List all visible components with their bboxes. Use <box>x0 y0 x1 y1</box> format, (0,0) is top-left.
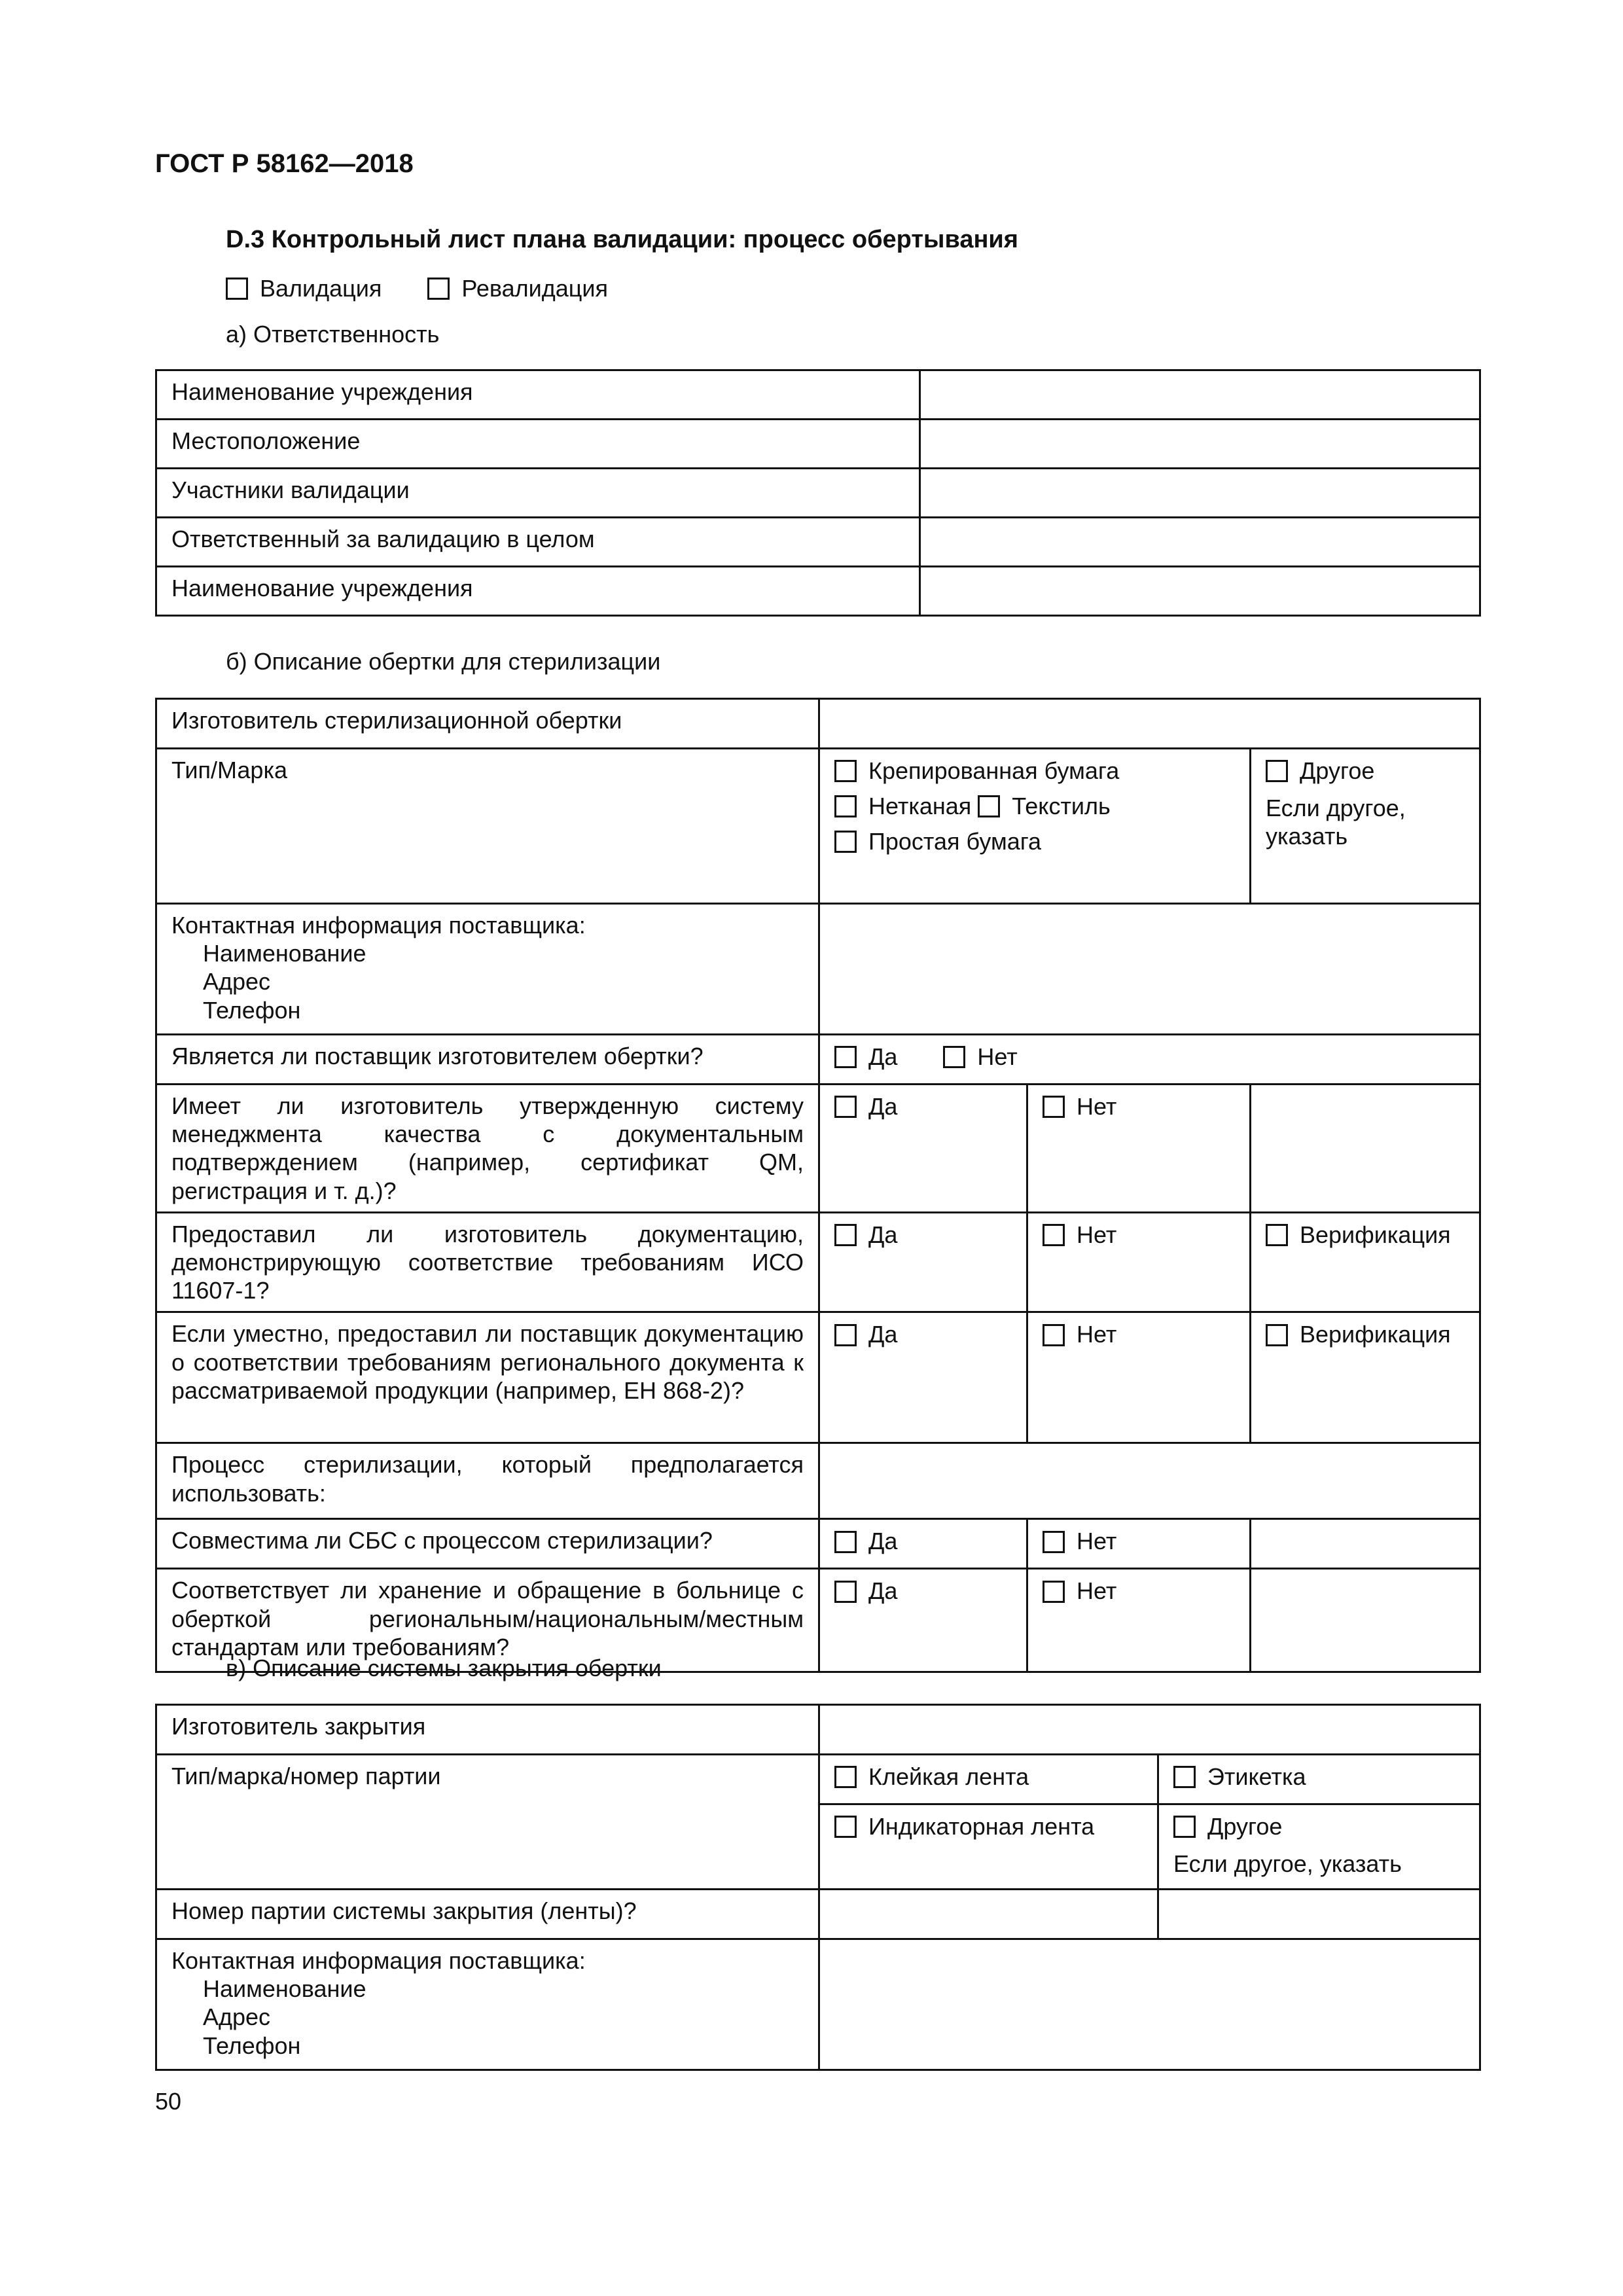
question-qms: Имеет ли изготовитель утвержденную систему менеджмента качества с документальным подтверждением (например, сертификат QM, регистрация и т. д.)? <box>156 1085 819 1213</box>
validation-option[interactable] <box>226 274 382 304</box>
table-row <box>156 1085 1480 1213</box>
option-label-sticker[interactable] <box>1173 1762 1306 1793</box>
option-label: Нетканая <box>868 792 972 819</box>
checkbox[interactable] <box>834 1581 857 1603</box>
page-number: 50 <box>155 2088 182 2115</box>
contact-cell <box>156 904 819 1035</box>
answer-no[interactable] <box>1043 1220 1116 1251</box>
part-a-label: а) Ответственность <box>226 321 440 348</box>
option-adhesive-tape[interactable] <box>834 1762 1029 1793</box>
table-row <box>156 370 1480 420</box>
row-label: Тип/Марка <box>156 749 819 904</box>
validation-label: Валидация <box>260 275 382 302</box>
checkbox[interactable] <box>834 1766 857 1788</box>
checkbox[interactable] <box>1043 1581 1065 1603</box>
checkbox[interactable] <box>834 1531 857 1553</box>
answer-no[interactable] <box>1043 1319 1116 1350</box>
answer-yes[interactable] <box>834 1319 897 1350</box>
checkbox[interactable] <box>978 795 1000 817</box>
option-other[interactable] <box>1266 756 1374 787</box>
checkbox[interactable] <box>834 760 857 782</box>
empty-cell[interactable] <box>1251 1519 1480 1569</box>
other-specify-text: Если другое, указать <box>1173 1850 1402 1877</box>
other-specify-text: Если другое, указать <box>1266 794 1406 850</box>
value-cell[interactable] <box>819 1890 1158 1939</box>
wrap-description-table <box>155 698 1481 1673</box>
checkbox[interactable] <box>834 1096 857 1118</box>
contact-phone-line: Телефон <box>203 2032 301 2059</box>
answer-verification[interactable] <box>1266 1319 1451 1350</box>
question-supplier: Является ли поставщик изготовителем обертки? <box>156 1035 819 1085</box>
option-label: Другое <box>1300 757 1375 784</box>
contact-name-line: Наименование <box>203 1975 366 2003</box>
table-row <box>156 1212 1480 1312</box>
answer-cell <box>1251 1312 1480 1443</box>
answer-label: Верификация <box>1300 1221 1451 1248</box>
value-cell[interactable] <box>819 1705 1480 1755</box>
answer-no[interactable] <box>1043 1092 1116 1122</box>
table-row <box>156 699 1480 749</box>
checkbox[interactable] <box>1043 1531 1065 1553</box>
option-label: Другое <box>1207 1813 1283 1840</box>
answer-label: Да <box>868 1093 898 1120</box>
checkbox[interactable] <box>226 278 248 300</box>
answer-cell <box>819 1569 1027 1672</box>
answer-label: Верификация <box>1300 1321 1451 1348</box>
answer-cell <box>1027 1519 1251 1569</box>
contact-cell <box>156 1939 819 2070</box>
type-options <box>819 749 1251 904</box>
table-row <box>156 1519 1480 1569</box>
part-c-label: в) Описание системы закрытия обертки <box>226 1655 662 1681</box>
option-label: Крепированная бумага <box>868 757 1120 784</box>
question-process: Процесс стерилизации, который предполагается использовать: <box>156 1443 819 1519</box>
contact-address-line: Адрес <box>203 968 271 996</box>
answer-label: Нет <box>1077 1221 1117 1248</box>
revalidation-option[interactable] <box>427 274 608 304</box>
contact-address-line: Адрес <box>203 2003 271 2031</box>
table-row <box>156 1035 1480 1085</box>
checkbox[interactable] <box>1043 1096 1065 1118</box>
checkbox[interactable] <box>1266 1324 1288 1346</box>
answer-no[interactable] <box>1043 1576 1116 1607</box>
table-row <box>156 1705 1480 1755</box>
table-row <box>156 469 1480 518</box>
other-cell <box>1158 1804 1480 1890</box>
answer-yes[interactable] <box>834 1092 897 1122</box>
checkbox[interactable] <box>834 1046 857 1068</box>
answer-cell <box>819 1312 1027 1443</box>
row-label: Изготовитель закрытия <box>156 1705 819 1755</box>
question-compatibility: Совместима ли СБС с процессом стерилизации? <box>156 1519 819 1569</box>
checkbox[interactable] <box>427 278 450 300</box>
checkbox[interactable] <box>834 795 857 817</box>
row-label: Изготовитель стерилизационной обертки <box>156 699 819 749</box>
empty-cell[interactable] <box>1251 1085 1480 1213</box>
answer-label: Нет <box>1077 1528 1117 1555</box>
value-cell[interactable] <box>819 699 1480 749</box>
value-cell[interactable] <box>920 518 1480 567</box>
part-b-label: б) Описание обертки для стерилизации <box>226 648 661 675</box>
option-label: Индикаторная лента <box>868 1813 1095 1840</box>
answer-cell <box>819 1085 1027 1213</box>
checkbox[interactable] <box>1043 1324 1065 1346</box>
option-label: Клейкая лента <box>868 1763 1029 1790</box>
option-nonwoven[interactable] <box>834 791 971 822</box>
table-row <box>156 749 1480 904</box>
answer-yes[interactable] <box>834 1220 897 1251</box>
option-label: Текстиль <box>1012 792 1111 819</box>
answer-yes[interactable] <box>834 1042 897 1073</box>
question-iso: Предоставил ли изготовитель документацию, демонстрирующую соответствие требованиям ИСО 11607-1? <box>156 1212 819 1312</box>
checkbox[interactable] <box>1266 760 1288 782</box>
closure-description-table <box>155 1704 1481 2071</box>
option-label: Простая бумага <box>868 827 1042 855</box>
question-storage: Соответствует ли хранение и обращение в больнице с оберткой региональным/национальным/местным стандартам или требованиям? <box>156 1569 819 1672</box>
contact-title: Контактная информация поставщика: <box>171 1947 586 1974</box>
table-row <box>156 1312 1480 1443</box>
answer-label: Нет <box>1077 1321 1117 1348</box>
answer-cell <box>819 1519 1027 1569</box>
checkbox[interactable] <box>834 1224 857 1246</box>
table-row <box>156 518 1480 567</box>
row-label: Местоположение <box>156 420 920 469</box>
table-row <box>156 567 1480 616</box>
answer-cell <box>1027 1212 1251 1312</box>
answer-cell <box>819 1212 1027 1312</box>
option-label: Этикетка <box>1207 1763 1306 1790</box>
option-crepe-paper[interactable] <box>834 756 1119 787</box>
answer-cell <box>1027 1085 1251 1213</box>
answer-cell <box>1251 1212 1480 1312</box>
question-regional: Если уместно, предоставил ли поставщик документацию о соответствии требованиям регионального документа к рассматриваемой продукции (например, ЕН 868-2)? <box>156 1312 819 1443</box>
answer-yes[interactable] <box>834 1576 897 1607</box>
section-title: D.3 Контрольный лист плана валидации: процесс обертывания <box>226 226 1018 253</box>
table-row <box>156 904 1480 1035</box>
row-label: Тип/марка/номер партии <box>156 1755 819 1890</box>
answer-label: Да <box>868 1321 898 1348</box>
answer-cell <box>819 1035 1480 1085</box>
table-row <box>156 420 1480 469</box>
checkbox[interactable] <box>1266 1224 1288 1246</box>
row-label: Наименование учреждения <box>156 370 920 420</box>
option-plain-paper[interactable] <box>834 827 1041 857</box>
answer-no[interactable] <box>943 1042 1017 1073</box>
answer-label: Нет <box>1077 1577 1117 1605</box>
value-cell[interactable] <box>819 1939 1480 2070</box>
checkbox[interactable] <box>1173 1766 1196 1788</box>
answer-yes[interactable] <box>834 1526 897 1557</box>
checkbox[interactable] <box>834 831 857 853</box>
value-cell[interactable] <box>920 370 1480 420</box>
responsibility-table <box>155 369 1481 617</box>
answer-no[interactable] <box>1043 1526 1116 1557</box>
row-label: Номер партии системы закрытия (ленты)? <box>156 1890 819 1939</box>
checkbox[interactable] <box>1173 1816 1196 1838</box>
value-cell[interactable] <box>920 420 1480 469</box>
value-cell[interactable] <box>920 567 1480 616</box>
document-id: ГОСТ Р 58162—2018 <box>155 149 414 178</box>
table-row <box>156 1755 1480 1804</box>
row-label: Ответственный за валидацию в целом <box>156 518 920 567</box>
checkbox[interactable] <box>943 1046 965 1068</box>
value-cell[interactable] <box>819 904 1480 1035</box>
validation-type-options <box>226 274 608 304</box>
answer-cell <box>1027 1569 1251 1672</box>
answer-label: Да <box>868 1528 898 1555</box>
row-label: Наименование учреждения <box>156 567 920 616</box>
checkbox[interactable] <box>834 1816 857 1838</box>
option-other[interactable] <box>1173 1812 1282 1842</box>
answer-label: Да <box>868 1221 898 1248</box>
checkbox[interactable] <box>1043 1224 1065 1246</box>
contact-phone-line: Телефон <box>203 996 301 1024</box>
answer-label: Нет <box>1077 1093 1117 1120</box>
value-cell[interactable] <box>920 469 1480 518</box>
row-label: Участники валидации <box>156 469 920 518</box>
answer-cell <box>819 1804 1158 1890</box>
option-textile[interactable] <box>978 791 1111 822</box>
table-row <box>156 1890 1480 1939</box>
table-row <box>156 1443 1480 1519</box>
contact-name-line: Наименование <box>203 940 366 967</box>
answer-cell <box>1158 1755 1480 1804</box>
option-indicator-tape[interactable] <box>834 1812 1094 1842</box>
answer-label: Нет <box>977 1043 1018 1070</box>
value-cell[interactable] <box>819 1443 1480 1519</box>
answer-cell <box>819 1755 1158 1804</box>
answer-cell <box>1027 1312 1251 1443</box>
answer-verification[interactable] <box>1266 1220 1451 1251</box>
other-cell <box>1251 749 1480 904</box>
value-cell[interactable] <box>1158 1890 1480 1939</box>
checkbox[interactable] <box>834 1324 857 1346</box>
table-row <box>156 1939 1480 2070</box>
contact-title: Контактная информация поставщика: <box>171 912 586 939</box>
answer-label: Да <box>868 1043 898 1070</box>
empty-cell[interactable] <box>1251 1569 1480 1672</box>
answer-label: Да <box>868 1577 898 1605</box>
revalidation-label: Ревалидация <box>461 275 608 302</box>
